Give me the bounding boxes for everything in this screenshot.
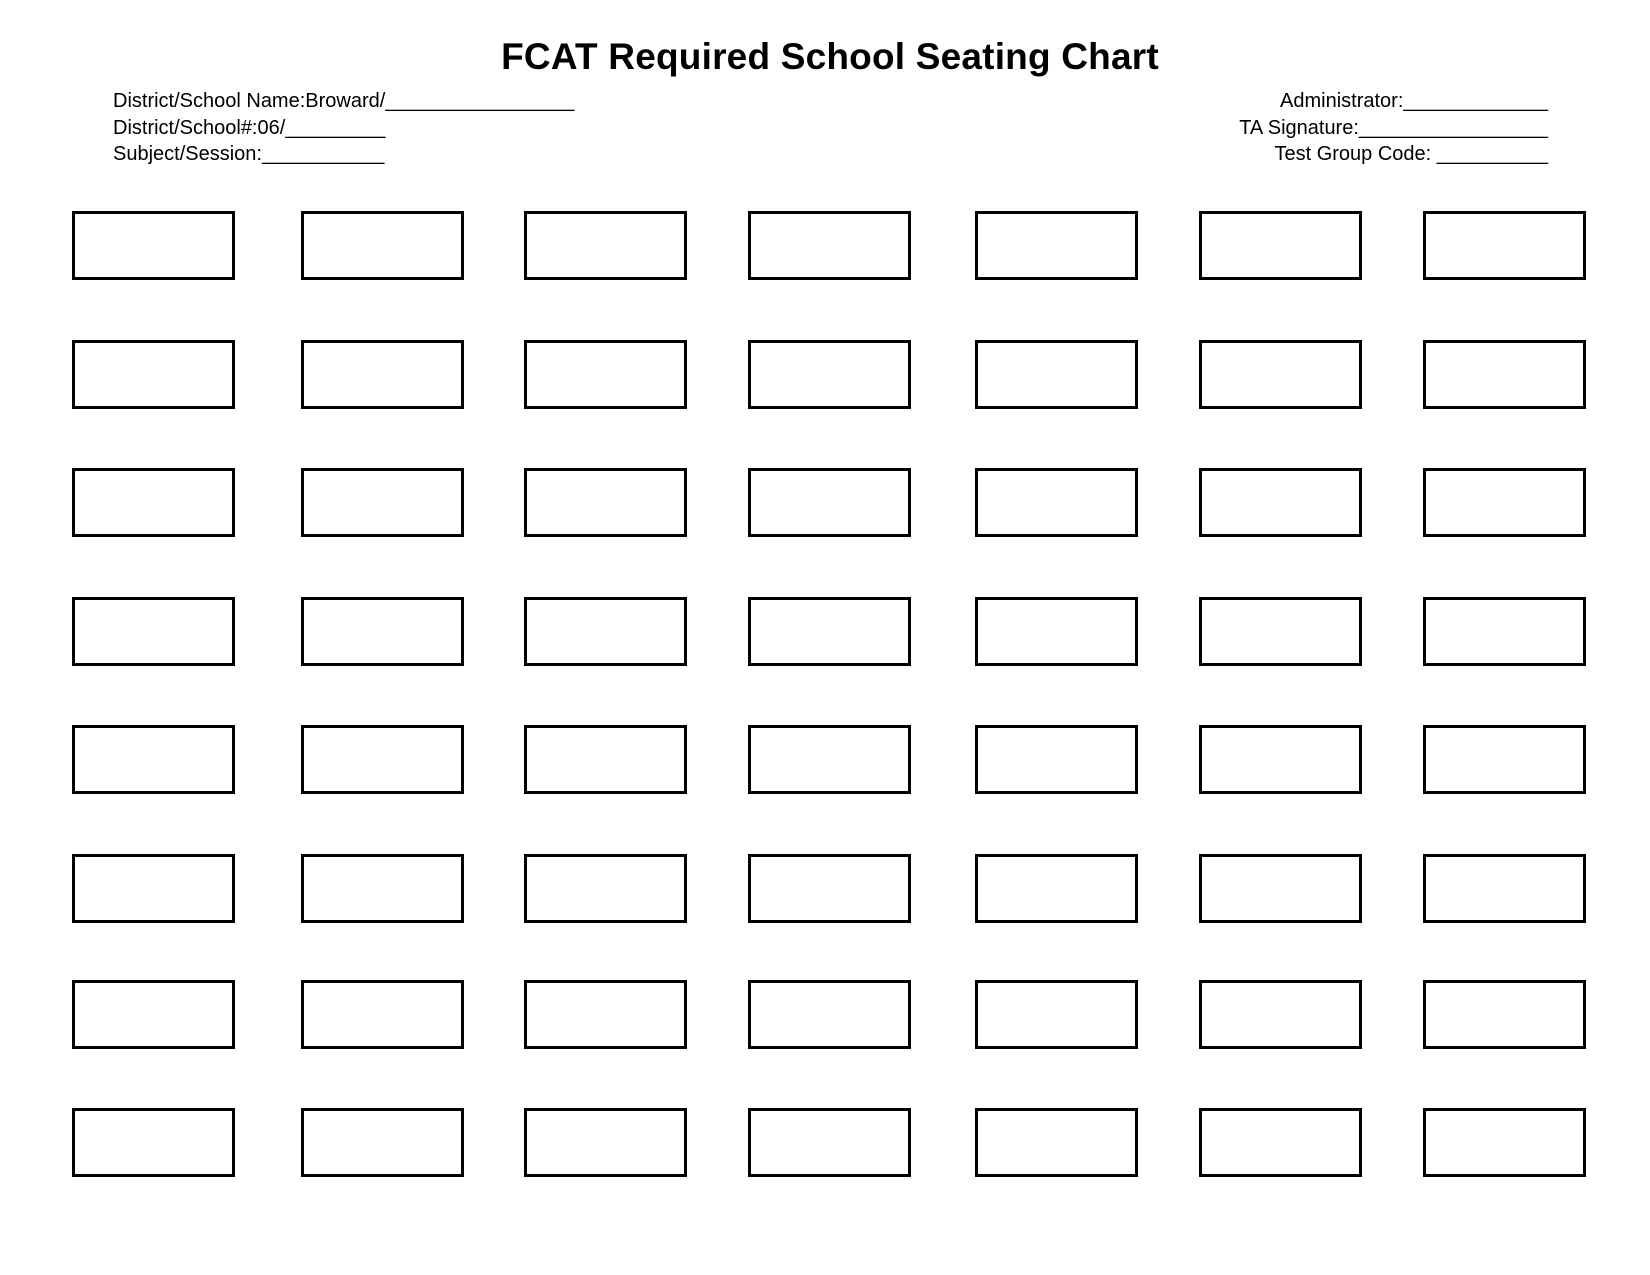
seat-box-r2-c7[interactable] — [1423, 340, 1586, 409]
seat-box-r4-c6[interactable] — [1199, 597, 1362, 666]
seat-box-r7-c4[interactable] — [748, 980, 911, 1049]
subject-session-label: Subject/Session: — [113, 143, 262, 165]
seat-box-r6-c7[interactable] — [1423, 854, 1586, 923]
seat-box-r1-c1[interactable] — [72, 211, 235, 280]
seat-box-r6-c3[interactable] — [524, 854, 687, 923]
seat-box-r1-c5[interactable] — [975, 211, 1138, 280]
seat-box-r8-c7[interactable] — [1423, 1108, 1586, 1177]
seat-box-r1-c2[interactable] — [301, 211, 464, 280]
seat-box-r3-c5[interactable] — [975, 468, 1138, 537]
seat-box-r5-c1[interactable] — [72, 725, 235, 794]
seat-box-r2-c5[interactable] — [975, 340, 1138, 409]
seat-box-r6-c4[interactable] — [748, 854, 911, 923]
seat-box-r7-c1[interactable] — [72, 980, 235, 1049]
seat-box-r5-c3[interactable] — [524, 725, 687, 794]
seat-box-r3-c7[interactable] — [1423, 468, 1586, 537]
seat-box-r4-c3[interactable] — [524, 597, 687, 666]
seat-box-r1-c6[interactable] — [1199, 211, 1362, 280]
seat-box-r1-c4[interactable] — [748, 211, 911, 280]
seat-box-r7-c5[interactable] — [975, 980, 1138, 1049]
seat-box-r6-c5[interactable] — [975, 854, 1138, 923]
ta-signature-label: TA Signature: — [1239, 117, 1359, 139]
seat-box-r3-c4[interactable] — [748, 468, 911, 537]
administrator-field[interactable] — [1280, 89, 1548, 113]
district-school-number-label: District/School#: — [113, 117, 258, 139]
seat-box-r4-c2[interactable] — [301, 597, 464, 666]
administrator-blank[interactable]: _____________ — [1403, 90, 1548, 112]
seat-box-r8-c5[interactable] — [975, 1108, 1138, 1177]
subject-session-field[interactable] — [113, 142, 384, 166]
district-school-number-blank[interactable]: _________ — [285, 117, 386, 139]
administrator-label: Administrator: — [1280, 90, 1404, 112]
seat-box-r5-c2[interactable] — [301, 725, 464, 794]
seat-box-r8-c6[interactable] — [1199, 1108, 1362, 1177]
seat-box-r7-c7[interactable] — [1423, 980, 1586, 1049]
seat-box-r4-c4[interactable] — [748, 597, 911, 666]
seat-box-r6-c6[interactable] — [1199, 854, 1362, 923]
seat-box-r4-c1[interactable] — [72, 597, 235, 666]
test-group-code-field[interactable] — [1274, 142, 1548, 166]
ta-signature-field[interactable] — [1239, 116, 1548, 140]
seat-box-r6-c2[interactable] — [301, 854, 464, 923]
district-school-name-blank[interactable]: _________________ — [385, 90, 575, 112]
seat-box-r7-c6[interactable] — [1199, 980, 1362, 1049]
district-school-name-label: District/School Name: — [113, 90, 306, 112]
district-school-name-field[interactable] — [113, 89, 574, 113]
seat-box-r2-c1[interactable] — [72, 340, 235, 409]
test-group-code-label: Test Group Code: — [1274, 143, 1437, 165]
seat-box-r4-c7[interactable] — [1423, 597, 1586, 666]
seat-box-r5-c6[interactable] — [1199, 725, 1362, 794]
seat-box-r2-c2[interactable] — [301, 340, 464, 409]
seat-box-r3-c1[interactable] — [72, 468, 235, 537]
district-school-number-field[interactable] — [113, 116, 385, 140]
seat-box-r4-c5[interactable] — [975, 597, 1138, 666]
seat-box-r3-c6[interactable] — [1199, 468, 1362, 537]
seat-box-r6-c1[interactable] — [72, 854, 235, 923]
seat-box-r8-c2[interactable] — [301, 1108, 464, 1177]
seat-box-r2-c6[interactable] — [1199, 340, 1362, 409]
seat-box-r1-c3[interactable] — [524, 211, 687, 280]
seat-box-r2-c3[interactable] — [524, 340, 687, 409]
seat-box-r5-c7[interactable] — [1423, 725, 1586, 794]
ta-signature-blank[interactable]: _________________ — [1358, 117, 1548, 139]
seat-box-r5-c4[interactable] — [748, 725, 911, 794]
seat-box-r8-c3[interactable] — [524, 1108, 687, 1177]
seat-box-r7-c3[interactable] — [524, 980, 687, 1049]
page-title: FCAT Required School Seating Chart — [501, 36, 1159, 77]
seat-box-r2-c4[interactable] — [748, 340, 911, 409]
district-school-number-value: 06/ — [257, 117, 286, 139]
district-school-name-value: Broward/ — [305, 90, 386, 112]
seat-box-r7-c2[interactable] — [301, 980, 464, 1049]
subject-session-blank[interactable]: ___________ — [261, 143, 385, 165]
seat-box-r3-c3[interactable] — [524, 468, 687, 537]
test-group-code-blank[interactable]: __________ — [1436, 143, 1548, 165]
seat-box-r1-c7[interactable] — [1423, 211, 1586, 280]
seat-box-r5-c5[interactable] — [975, 725, 1138, 794]
seat-box-r8-c4[interactable] — [748, 1108, 911, 1177]
seat-box-r8-c1[interactable] — [72, 1108, 235, 1177]
seat-box-r3-c2[interactable] — [301, 468, 464, 537]
